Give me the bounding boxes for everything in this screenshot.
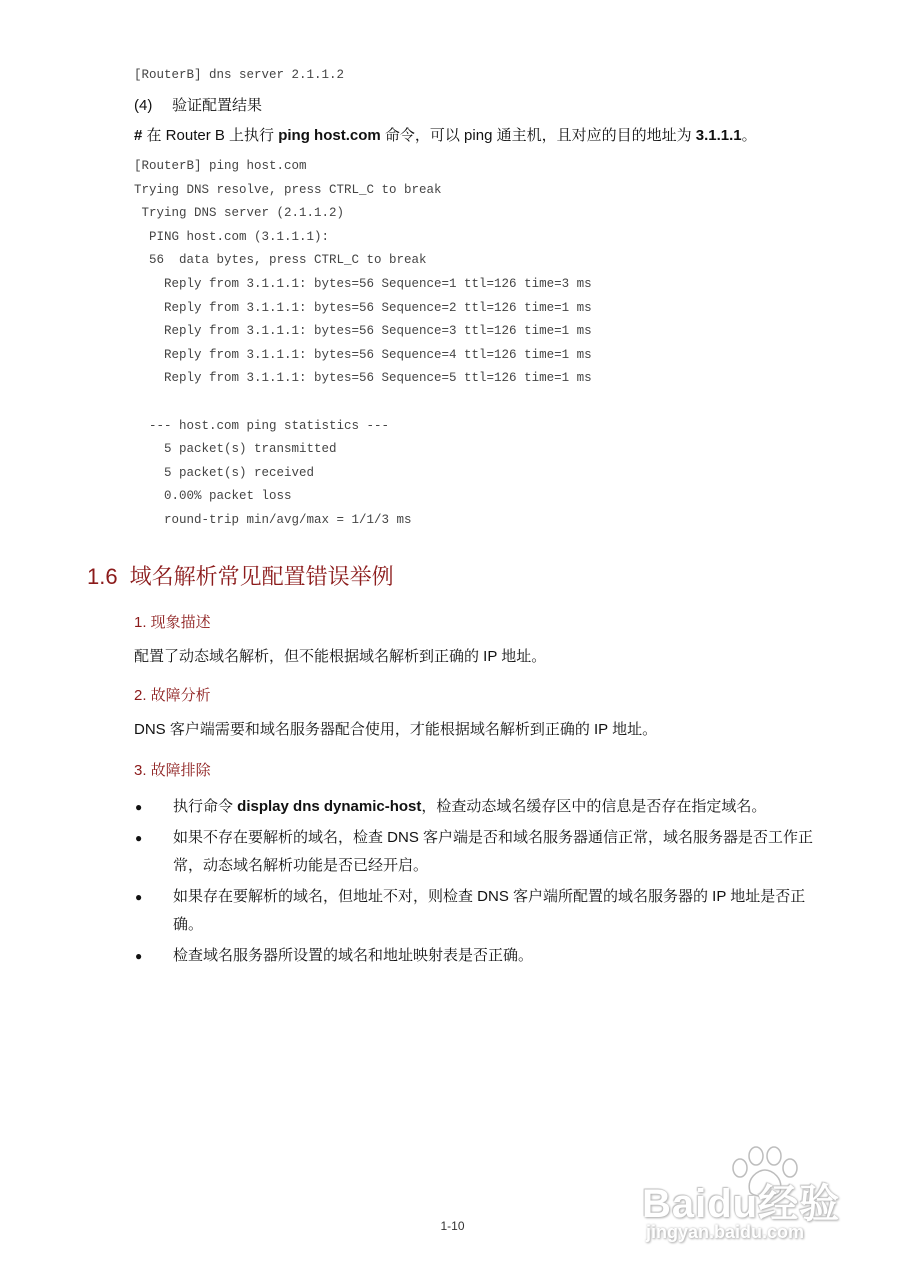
code-line: Reply from 3.1.1.1: bytes=56 Sequence=1 ttl=126 time=3 ms [134, 276, 592, 291]
list-item [134, 942, 824, 970]
bullet-text: 如果存在要解析的域名，但地址不对，则检查 DNS 客户端所配置的域名服务器的 IP 地址是否正确。 [173, 888, 806, 933]
code-line: 0.00% packet loss [134, 489, 292, 504]
verify-description [134, 124, 757, 145]
step-number: (4) [134, 97, 153, 114]
code-line: PING host.com (3.1.1.1): [134, 229, 330, 244]
troubleshooting-list [134, 793, 824, 973]
section-number: 1.6 [87, 564, 118, 589]
code-line: Trying DNS server (2.1.1.2) [134, 206, 345, 221]
subheading-analysis: 2. 故障分析 [134, 687, 211, 704]
verify-text-2: 命令，可以 ping 通主机，且对应的目的地址为 [380, 127, 696, 144]
section-heading [87, 560, 394, 591]
code-block-ping-output [134, 155, 592, 533]
code-line: Trying DNS resolve, press CTRL_C to break [134, 182, 442, 197]
watermark-logo-text: Baidu经验 [642, 1182, 841, 1226]
code-line: Reply from 3.1.1.1: bytes=56 Sequence=4 ttl=126 time=1 ms [134, 347, 592, 362]
code-block-dns-server [134, 64, 344, 88]
bullet-icon: ● [135, 890, 143, 904]
code-line: round-trip min/avg/max = 1/1/3 ms [134, 512, 412, 527]
bullet-icon: ● [135, 800, 143, 814]
verify-command: ping host.com [278, 127, 381, 144]
step-heading [134, 94, 262, 115]
code-line: Reply from 3.1.1.1: bytes=56 Sequence=2 ttl=126 time=1 ms [134, 300, 592, 315]
verify-text-1: 在 Router B 上执行 [142, 127, 279, 144]
section-title-text: 域名解析常见配置错误举例 [129, 564, 394, 589]
code-line: 56 data bytes, press CTRL_C to break [134, 253, 427, 268]
watermark-url: jingyan.baidu.com [646, 1222, 805, 1242]
code-line: 5 packet(s) received [134, 465, 315, 480]
bullet-icon: ● [135, 949, 143, 963]
bullet-text: 检查域名服务器所设置的域名和地址映射表是否正确。 [173, 947, 534, 964]
bullet-icon: ● [135, 831, 143, 845]
list-item [134, 793, 824, 821]
list-item [134, 824, 824, 880]
subheading-troubleshooting: 3. 故障排除 [134, 762, 211, 779]
code-line: [RouterB] dns server 2.1.1.2 [134, 68, 345, 82]
bullet-text: 执行命令 [173, 798, 238, 815]
paragraph-analysis: DNS 客户端需要和域名服务器配合使用，才能根据域名解析到正确的 IP 地址。 [134, 721, 658, 738]
subheading-symptom: 1. 现象描述 [134, 614, 211, 631]
list-item [134, 883, 824, 939]
bullet-command: display dns dynamic-host [237, 798, 422, 815]
step-text: 验证配置结果 [172, 97, 263, 114]
code-line: Reply from 3.1.1.1: bytes=56 Sequence=5 ttl=126 time=1 ms [134, 371, 592, 386]
bullet-text: 如果不存在要解析的域名，检查 DNS 客户端是否和域名服务器通信正常，域名服务器是否工作正常，动态域名解析功能是否已经开启。 [173, 829, 814, 874]
bullet-text: ，检查动态域名缓存区中的信息是否存在指定域名。 [421, 798, 767, 815]
verify-address: 3.1.1.1 [695, 127, 742, 144]
code-line: 5 packet(s) transmitted [134, 442, 337, 457]
paragraph-symptom: 配置了动态域名解析，但不能根据域名解析到正确的 IP 地址。 [134, 648, 547, 665]
code-line: --- host.com ping statistics --- [134, 418, 390, 433]
code-line: Reply from 3.1.1.1: bytes=56 Sequence=3 ttl=126 time=1 ms [134, 324, 592, 339]
code-line: [RouterB] ping host.com [134, 159, 307, 173]
baidu-watermark [642, 1142, 862, 1252]
page-number: 1-10 [440, 1219, 465, 1233]
hash-marker: # [134, 127, 143, 144]
verify-text-3: 。 [741, 127, 757, 144]
